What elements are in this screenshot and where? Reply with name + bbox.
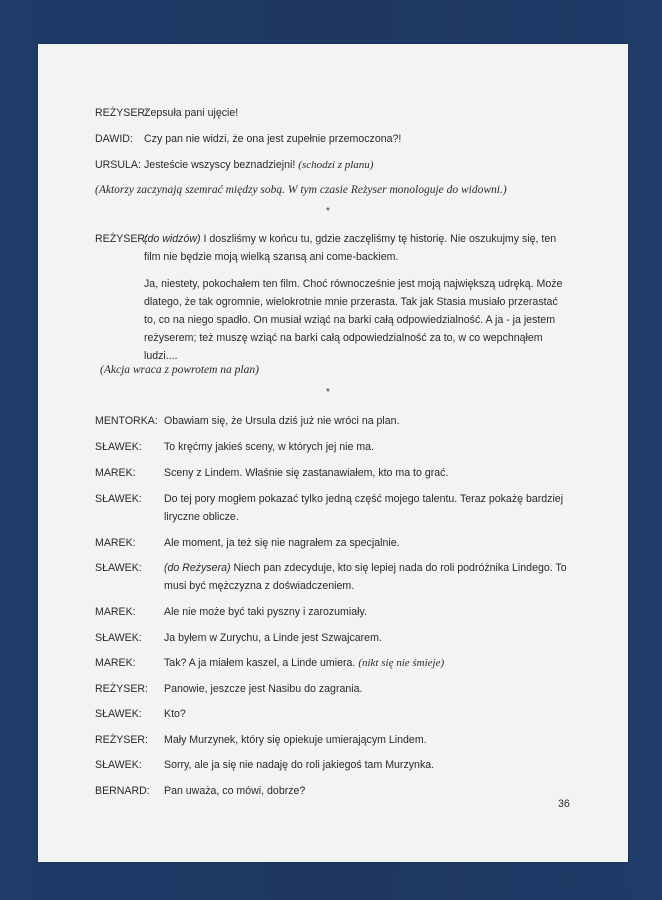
dialogue-text: Kto? xyxy=(164,708,186,720)
dialogue-text: Ja byłem w Zurychu, a Linde jest Szwajcarem. xyxy=(164,632,382,644)
dialogue-text-main: Jesteście wszyscy beznadziejni! xyxy=(144,159,296,171)
speaker-label: MENTORKA: xyxy=(95,415,158,427)
dialogue-text: Mały Murzynek, który się opiekuje umierającym Lindem. xyxy=(164,734,427,746)
stage-direction-inline: (schodzi z planu) xyxy=(298,159,374,171)
speaker-label: URSULA: xyxy=(95,159,141,171)
speaker-label: DAWID: xyxy=(95,133,133,145)
stage-direction-inline: (do Reżysera) xyxy=(164,562,231,574)
page-number: 36 xyxy=(558,798,570,810)
dialogue-text: Panowie, jeszcze jest Nasibu do zagrania. xyxy=(164,683,363,695)
speaker-label: MAREK: xyxy=(95,537,136,549)
dialogue-text xyxy=(144,233,556,245)
dialogue-line: Do tej pory mogłem pokazać tylko jedną część mojego talentu. Teraz pokażę bardziej xyxy=(164,493,564,505)
speaker-label: SŁAWEK: xyxy=(95,759,142,771)
speaker-label: SŁAWEK: xyxy=(95,708,142,720)
speaker-label: REŻYSER: xyxy=(95,233,148,245)
scene-separator: * xyxy=(326,387,330,398)
paragraph-line: dlatego, że tak ogromnie, wielokrotnie mnie przerasta. Tak jak Stasia musiało przerastać xyxy=(144,296,558,308)
stage-direction: (Akcja wraca z powrotem na plan) xyxy=(100,364,259,376)
speaker-label: MAREK: xyxy=(95,606,136,618)
dialogue-text xyxy=(164,657,444,669)
speaker-label: BERNARD: xyxy=(95,785,150,797)
dialogue-text: Zepsuła pani ujęcie! xyxy=(144,107,239,119)
dialogue-text: Obawiam się, że Ursula dziś już nie wróci na plan. xyxy=(164,415,400,427)
speaker-label: SŁAWEK: xyxy=(95,493,142,505)
dialogue-text-main: Tak? A ja miałem kaszel, a Linde umiera. xyxy=(164,657,356,669)
stage-direction-inline: (do widzów) xyxy=(144,233,201,245)
speaker-label: SŁAWEK: xyxy=(95,562,142,574)
speaker-label: REŻYSER: xyxy=(95,107,148,119)
dialogue-text: To kręćmy jakieś sceny, w których jej nie ma. xyxy=(164,441,374,453)
speaker-label: MAREK: xyxy=(95,467,136,479)
speaker-label: SŁAWEK: xyxy=(95,441,142,453)
dialogue-line: Niech pan zdecyduje, kto się lepiej nada do roli podróżnika Lindego. To xyxy=(233,562,567,574)
speaker-label: SŁAWEK: xyxy=(95,632,142,644)
dialogue-text xyxy=(144,159,373,171)
dialogue-line: I doszliśmy w końcu tu, gdzie zaczęliśmy tę historię. Nie oszukujmy się, ten xyxy=(203,233,557,245)
stage-direction-inline: (nikt się nie śmieje) xyxy=(358,657,445,669)
dialogue-text: Sorry, ale ja się nie nadaję do roli jakiegoś tam Murzynka. xyxy=(164,759,435,771)
paragraph-line: ludzi.... xyxy=(144,350,178,362)
speaker-label: MAREK: xyxy=(95,657,136,669)
dialogue-text: Ale moment, ja też się nie nagrałem za specjalnie. xyxy=(164,537,400,549)
dialogue-text xyxy=(164,562,567,574)
dialogue-text: Sceny z Lindem. Właśnie się zastanawiałem, kto ma to grać. xyxy=(164,467,449,479)
dialogue-text: Ale nie może być taki pyszny i zarozumiały. xyxy=(164,606,367,618)
dialogue-text: Czy pan nie widzi, że ona jest zupełnie przemoczona?! xyxy=(144,133,402,145)
paragraph-line: reżyserem; też muszę wziąć na barki całą odpowiedzialność za to, w co wepchnąłem xyxy=(144,332,543,344)
dialogue-line: liryczne oblicze. xyxy=(164,511,239,523)
speaker-label: REŻYSER: xyxy=(95,683,148,695)
paragraph-line: Ja, niestety, pokochałem ten film. Choć równocześnie jest moją największą udręką. Może xyxy=(144,278,563,290)
stage-direction: (Aktorzy zaczynają szemrać między sobą. W tym czasie Reżyser monologuje do widowni.) xyxy=(95,184,507,196)
paragraph-line: to, co na niego spadło. On musiał wziąć na barki całą odpowiedzialność. A ja - ja jestem xyxy=(144,314,556,326)
dialogue-line: film nie będzie moją wielką szansą ani come-backiem. xyxy=(144,251,399,263)
dialogue-text: Pan uważa, co mówi, dobrze? xyxy=(164,785,306,797)
script-page xyxy=(38,44,628,862)
speaker-label: REŻYSER: xyxy=(95,734,148,746)
scene-separator: * xyxy=(326,206,330,217)
dialogue-line: musi być mężczyzna z doświadczeniem. xyxy=(164,580,355,592)
